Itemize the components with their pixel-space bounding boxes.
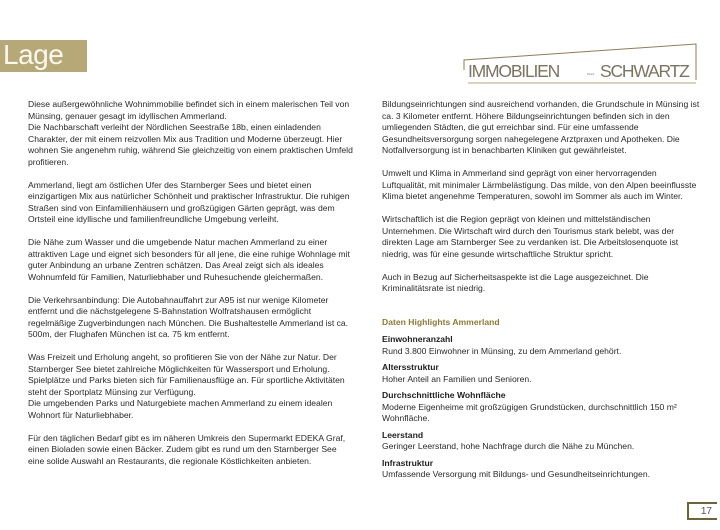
highlight-label: Durchschnittliche Wohnfläche [382,390,506,400]
paragraph-environment: Umwelt und Klima in Ammerland sind geprägt von einer hervorragenden Luftqualität, mit minimaler Lärmbelästigung. Das milde, von den Alpen beeinflusste Klima bietet angenehme Temperaturen, sowohl im Sommer als auch im Winter. [382,168,697,201]
highlight-text: Umfassende Versorgung mit Bildungs- und Gesundheitseinrichtungen. [382,469,650,479]
paragraph-safety: Auch in Bezug auf Sicherheitsaspekte ist die Lage ausgezeichnet. Die Kriminalitätsrate ist niedrig. [382,271,649,293]
right-column [382,99,702,486]
section-title: Lage [3,39,64,70]
paragraph-water-nature: Die Nähe zum Wasser und die umgebende Natur machen Ammerland zu einer attraktiven Lage und eignet sich besonders für all jene, die eine ruhige Wohnlage mit guter Anbindung an urbane Zentren schätzen. Das Areal zeigt sich als ideales Wohnumfeld für Familien, Naturliebhaber und Ruhesuchende gleichermaßen. [28,237,350,282]
highlight-text: Rund 3.800 Einwohner in Münsing, zu dem Ammerland gehört. [382,345,622,356]
paragraph-leisure: Was Freizeit und Erholung angeht, so profitieren Sie von der Nähe zur Natur. Der Starnberger See bietet zahlreiche Möglichkeiten für Wassersport und Erholung. Spielplätze und Parks bieten sich für Familienausflüge an. Für sportliche Aktivitäten steht der Sportplatz Münsing zur Verfügung. Die umgebenden Parks und Naturgebiete machen Ammerland zu einem idealen Wohnort für Naturliebhaber. [28,352,345,420]
highlight-item [382,390,702,425]
paragraph-education: Bildungseinrichtungen sind ausreichend vorhanden, die Grundschule in Münsing ist ca. 3 Kilometer entfernt. Höhere Bildungseinrichtungen befinden sich in den umliegenden Städten, die gut erreichbar sind. Für eine umfassende Gesundheitsversorgung sorgen nahegelegene Arztpraxen und Apotheken. Die Notfallversorgung ist in benachbarten Kliniken gut gewährleistet. [382,99,700,155]
highlight-text: Geringer Leerstand, hohe Nachfrage durch die Nähe zu München. [382,441,635,451]
highlight-item [382,430,702,453]
highlight-text: Moderne Eigenheime mit großzügigen Grundstücken, durchschnittlich 150 m² Wohnfläche. [382,401,677,423]
left-column [28,99,354,479]
paragraph-intro: Diese außergewöhnliche Wohnimmobilie befindet sich in einem malerischen Teil von Münsing, genauer gesagt im idyllischen Ammerland. Die Nachbarschaft verleiht der Nördlichen Seestraße 18b, einen einladenden Charakter, der mit einem reizvollen Mix aus Tradition und Moderne überzeugt. Hier wohnen Sie angenehm ruhig, während Sie gleichzeitig von einem praktischen Umfeld profitieren. [28,99,353,167]
paragraph-daily-needs: Für den täglichen Bedarf gibt es im näheren Umkreis den Supermarkt EDEKA Graf, einen Bioladen sowie einen Bäcker. Zudem gibt es rund um den Starnberger See eine solide Auswahl an Restaurants, die regionale Köstlichkeiten anbieten. [28,432,346,466]
logo-text-immobilien: IMMOBILIEN [468,61,560,81]
highlight-label: Altersstruktur [382,362,439,372]
company-logo [460,38,700,86]
page-number: 17 [687,502,717,520]
section-title-box [0,40,87,72]
paragraph-ammerland: Ammerland, liegt am östlichen Ufer des Starnberger Sees und bietet einen einzigartigen Mix aus natürlicher Schönheit und praktischer Infrastruktur. Die ruhigen Straßen sind von Einfamilienhäusern und großzügigen Gärten geprägt, was dem Ortsteil eine idyllische und familienfreundliche Umgebung verleiht. [28,179,350,224]
highlight-label: Infrastruktur [382,457,434,468]
highlight-label: Leerstand [382,429,424,440]
highlights-title: Daten Highlights Ammerland [382,316,500,327]
highlight-text: Hoher Anteil an Familien und Senioren. [382,373,532,384]
logo-text-petra: Petra [587,72,595,76]
paragraph-economy: Wirtschaftlich ist die Region geprägt von kleinen und mittelständischen Unternehmen. Die Wirtschaft wird durch den Tourismus stark belebt, was der direkten Lage am Starnberger See zu verdanken ist. Die Arbeitslosenquote ist niedrig, was für eine gesunde wirtschaftliche Struktur spricht. [382,214,679,259]
highlight-item [382,362,702,385]
highlight-item [382,334,702,357]
highlight-item [382,458,702,481]
logo-text-schwartz: SCHWARTZ [600,61,689,81]
paragraph-transport: Die Verkehrsanbindung: Die Autobahnauffahrt zur A95 ist nur wenige Kilometer entfernt und die nächstgelegene S-Bahnstation Wolfratshausen ermöglicht regelmäßige Zugverbindungen nach München. Die Bushaltestelle Ammerland ist ca. 500m, der Flughafen München ist ca. 75 km entfernt. [28,294,349,339]
highlight-label: Einwohneranzahl [382,334,453,344]
